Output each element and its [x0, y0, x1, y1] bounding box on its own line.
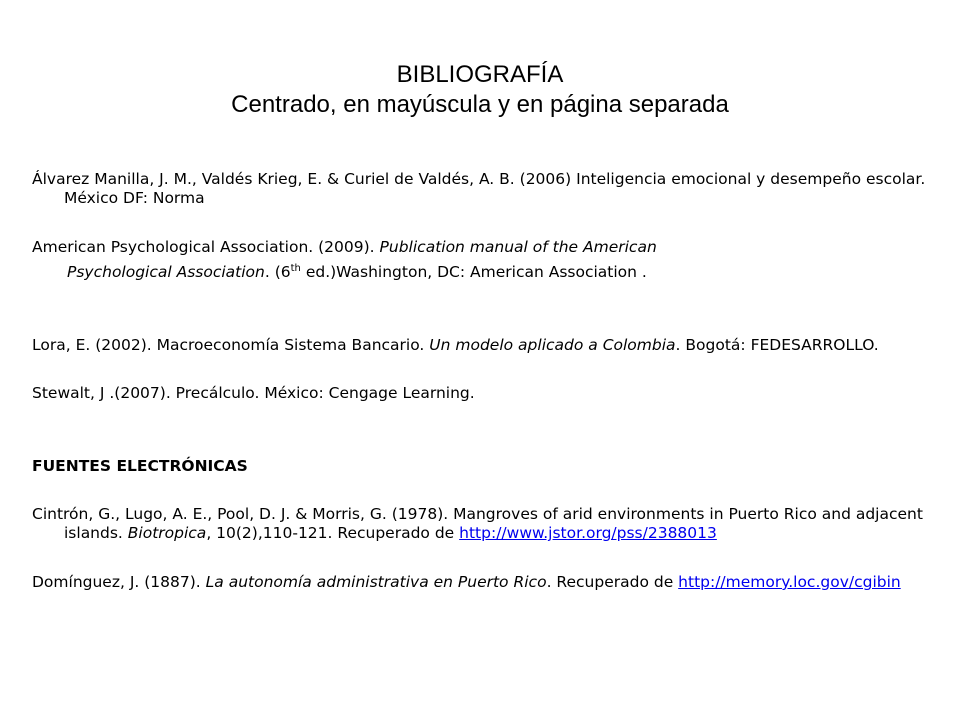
reference-apa-edition: . (6 — [264, 263, 291, 281]
page-title: BIBLIOGRAFÍA — [396, 61, 564, 88]
reference-apa-title-part1: Publication manual of the American — [379, 238, 657, 256]
reference-apa-title-part2: Psychological Association — [67, 263, 265, 281]
reference-apa-author: American Psychological Association. (2009). — [32, 238, 380, 256]
reference-cintron-details: , 10(2),110-121. Recuperado de — [206, 524, 460, 542]
reference-cintron-journal: Biotropica — [127, 524, 207, 542]
reference-dominguez-title: La autonomía administrativa en Puerto Rico — [205, 573, 547, 591]
reference-stewalt: Stewalt, J .(2007). Precálculo. México: Cengage Learning. — [32, 384, 475, 402]
reference-dominguez-link[interactable]: http://memory.loc.gov/cgibin — [678, 573, 901, 591]
reference-cintron-link[interactable]: http://www.jstor.org/pss/2388013 — [459, 524, 717, 542]
section-heading-electronic: FUENTES ELECTRÓNICAS — [32, 457, 248, 475]
page-subtitle: Centrado, en mayúscula y en página separada — [231, 91, 729, 118]
reference-apa-line2 — [32, 263, 902, 282]
reference-dominguez — [32, 573, 934, 592]
reference-dominguez-details: . Recuperado de — [546, 573, 679, 591]
reference-apa-superscript: th — [290, 262, 301, 274]
reference-cintron — [32, 505, 934, 543]
reference-apa-publisher: ed.)Washington, DC: American Association . — [300, 263, 647, 281]
reference-apa-line1 — [32, 238, 902, 257]
reference-cintron-text: Cintrón, G., Lugo, A. E., Pool, D. J. & Morris, G. (1978). Mangroves of arid environments in Puerto Rico and adjacent islands. — [32, 505, 923, 542]
reference-alvarez: Álvarez Manilla, J. M., Valdés Krieg, E. & Curiel de Valdés, A. B. (2006) Inteligencia emocional y desempeño escolar. México DF: Norma — [32, 170, 926, 207]
reference-lora-author: Lora, E. (2002). Macroeconomía Sistema Bancario. — [32, 336, 430, 354]
reference-lora-publisher: . Bogotá: FEDESARROLLO. — [675, 336, 879, 354]
reference-lora — [32, 336, 934, 355]
reference-lora-title: Un modelo aplicado a Colombia — [429, 336, 676, 354]
reference-apa — [32, 238, 902, 282]
reference-dominguez-author: Domínguez, J. (1887). — [32, 573, 206, 591]
